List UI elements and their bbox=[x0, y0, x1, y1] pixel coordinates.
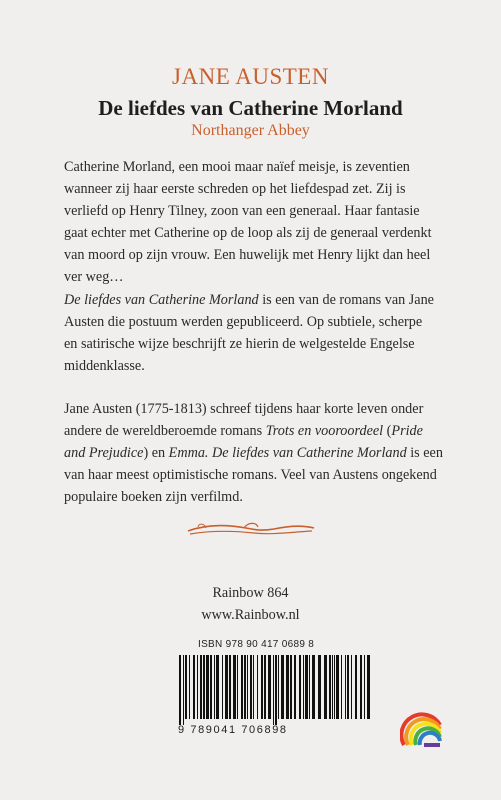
blurb-text: ( bbox=[383, 423, 392, 440]
author-name: JANE AUSTEN bbox=[172, 64, 329, 89]
barcode-bar bbox=[329, 655, 331, 719]
barcode-bar bbox=[360, 655, 362, 719]
barcode-bar bbox=[179, 655, 181, 725]
original-title: Northanger Abbey bbox=[191, 122, 310, 139]
barcode-bar bbox=[253, 655, 254, 719]
blurb-text: is een bbox=[406, 445, 443, 462]
blurb-line bbox=[64, 420, 456, 442]
barcode-bar bbox=[203, 655, 205, 719]
blurb-line: van moord op zijn vrouw. Een huwelijk met Henry lijkt dan heel bbox=[64, 247, 431, 264]
blurb-line: Jane Austen (1775-1813) schreef tijdens haar korte leven onder bbox=[64, 401, 424, 417]
barcode-bar bbox=[305, 655, 308, 719]
barcode-bar bbox=[241, 655, 243, 719]
barcode-bar bbox=[206, 655, 209, 719]
series-number: Rainbow 864 bbox=[212, 585, 289, 601]
barcode-bar bbox=[351, 655, 352, 719]
blurb-line: middenklasse. bbox=[64, 357, 145, 374]
barcode-bar bbox=[364, 655, 365, 719]
italic-title: Trots en vooroordeel bbox=[265, 423, 384, 440]
barcode-digits: 9 789041 706898 bbox=[178, 724, 288, 736]
blurb-paragraph-2 bbox=[64, 398, 456, 508]
barcode-bar bbox=[185, 655, 187, 719]
barcode-bar bbox=[275, 655, 277, 725]
barcode-bar bbox=[210, 655, 212, 719]
italic-title: De liefdes van Catherine Morland bbox=[64, 291, 259, 308]
barcode-bar bbox=[273, 655, 274, 725]
barcode-bar bbox=[261, 655, 263, 719]
barcode-bar bbox=[281, 655, 284, 719]
barcode-bar bbox=[286, 655, 289, 719]
barcode-bar bbox=[233, 655, 236, 719]
barcode-icon bbox=[175, 655, 375, 727]
barcode-bar bbox=[345, 655, 346, 719]
barcode-bar bbox=[222, 655, 223, 719]
italic-title: Pride bbox=[391, 423, 423, 440]
barcode-bar bbox=[309, 655, 310, 719]
barcode-bar bbox=[247, 655, 248, 719]
book-title: De liefdes van Catherine Morland bbox=[98, 96, 403, 120]
barcode-bar bbox=[189, 655, 190, 719]
barcode-bar bbox=[318, 655, 321, 719]
blurb-line: ver weg… bbox=[64, 269, 124, 286]
blurb-line: Austen die postuum werden gepubliceerd. Op subtiele, scherpe bbox=[64, 313, 423, 330]
barcode-bar bbox=[200, 655, 202, 719]
barcode-bar bbox=[183, 655, 184, 725]
blurb-line: en satirische wijze beschrijft ze hierin de welgestelde Engelse bbox=[64, 335, 415, 352]
rainbow-logo-icon bbox=[400, 705, 444, 747]
barcode-bar bbox=[294, 655, 296, 719]
barcode-bar bbox=[367, 655, 370, 719]
barcode-bar bbox=[332, 655, 333, 719]
blurb-text: is een van de romans van Jane bbox=[258, 291, 434, 308]
flourish-divider-icon bbox=[184, 519, 318, 539]
barcode-bar bbox=[216, 655, 219, 719]
barcode-bar bbox=[290, 655, 292, 719]
barcode-bar bbox=[244, 655, 246, 719]
blurb-paragraph-1 bbox=[64, 156, 456, 377]
barcode-bar bbox=[312, 655, 315, 719]
barcode-bar bbox=[347, 655, 349, 719]
barcode-bar bbox=[193, 655, 195, 719]
blurb-line: wanneer zij haar eerste schreden op het liefdespad zet. Zij is bbox=[64, 181, 406, 198]
barcode-bar bbox=[336, 655, 339, 719]
imprint bbox=[0, 582, 501, 626]
barcode-bar bbox=[278, 655, 279, 719]
blurb-line: van haar meest optimistische romans. Veel van Austens ongekend bbox=[64, 467, 437, 484]
barcode-bar bbox=[264, 655, 266, 719]
barcode-bar bbox=[268, 655, 271, 719]
blurb-line bbox=[64, 442, 456, 464]
blurb-text: ) en bbox=[143, 445, 169, 462]
barcode-bar bbox=[324, 655, 327, 719]
blurb-line: verliefd op Henry Tilney, zoon van een generaal. Haar fantasie bbox=[64, 203, 420, 220]
blurb-line: Catherine Morland, een mooi maar naïef meisje, is zeventien bbox=[64, 159, 410, 175]
barcode-bar bbox=[303, 655, 304, 719]
barcode-bar bbox=[250, 655, 252, 719]
barcode-bar bbox=[299, 655, 301, 719]
barcode-bar bbox=[334, 655, 335, 719]
barcode-bar bbox=[197, 655, 198, 719]
isbn-label: ISBN 978 90 417 0689 8 bbox=[198, 639, 315, 650]
italic-title: and Prejudice bbox=[64, 445, 144, 462]
blurb-line bbox=[64, 289, 456, 311]
barcode-bar bbox=[225, 655, 228, 719]
barcode-bar bbox=[237, 655, 238, 719]
barcode-bar bbox=[229, 655, 231, 719]
blurb-text: andere de wereldberoemde romans bbox=[64, 423, 266, 440]
barcode-bar bbox=[257, 655, 258, 719]
blurb-line: populaire boeken zijn verfilmd. bbox=[64, 489, 243, 506]
blurb-line: gaat echter met Catherine op de loop als zij de generaal verdenkt bbox=[64, 225, 432, 242]
barcode-bar bbox=[355, 655, 357, 719]
publisher-website[interactable]: www.Rainbow.nl bbox=[201, 607, 300, 623]
barcode-bar bbox=[214, 655, 215, 719]
barcode-bar bbox=[341, 655, 342, 719]
italic-title: Emma. De liefdes van Catherine Morland bbox=[168, 445, 407, 462]
